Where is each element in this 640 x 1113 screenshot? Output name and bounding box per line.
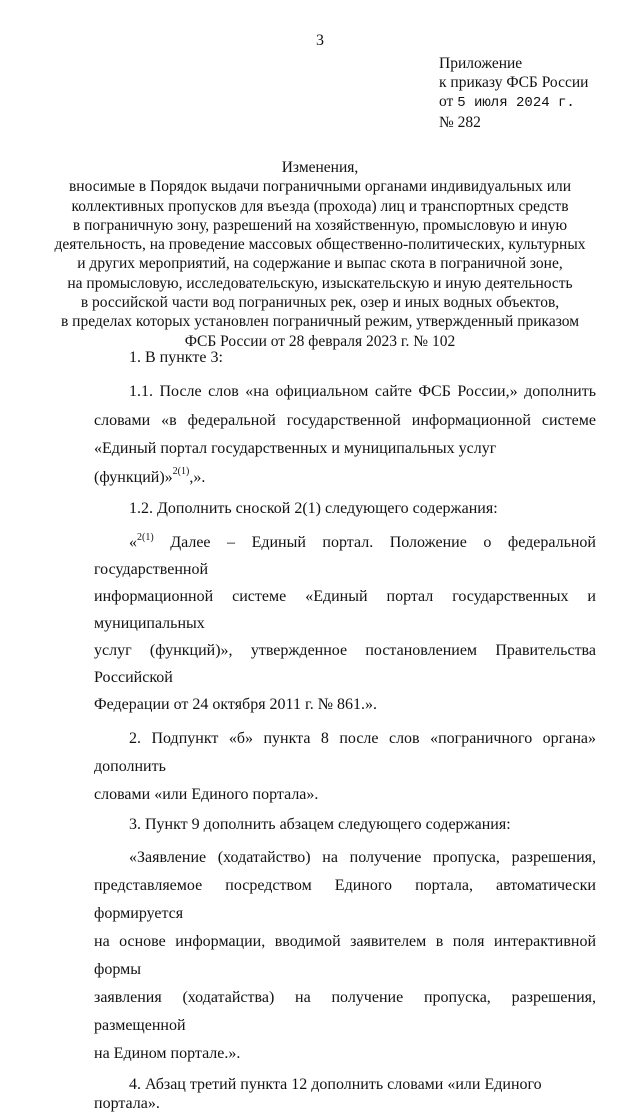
paragraph-footnote bbox=[94, 529, 596, 718]
title-line: в пределах которых установлен пограничный режим, утвержденный приказом bbox=[60, 313, 580, 331]
title-line: коллективных пропусков для въезда (прохода) лиц и транспортных средств bbox=[71, 197, 569, 215]
appendix-line: к приказу ФСБ России bbox=[439, 74, 589, 91]
appendix-header bbox=[439, 54, 588, 132]
document-title bbox=[0, 158, 640, 351]
appendix-line: Приложение bbox=[439, 55, 523, 72]
paragraph-item-3: 3. Пункт 9 дополнить абзацем следующего содержания: bbox=[129, 816, 511, 833]
text-line: Федерации от 24 октября 2011 г. № 861.». bbox=[94, 696, 377, 713]
text-line: заявления (ходатайства) на получение пропуска, разрешения, размещенной bbox=[94, 989, 596, 1034]
title-heading: Изменения, bbox=[281, 159, 359, 176]
text-line: 2. Подпункт «б» пункта 8 после слов «пограничного органа» дополнить bbox=[94, 730, 596, 775]
appendix-order-number: № 282 bbox=[439, 114, 481, 131]
text-segment: «Единый портал государственных и муниципальных услуг (функций)» bbox=[94, 440, 497, 486]
title-line: в пограничную зону, разрешений на хозяйственную, промысловую и иную bbox=[72, 216, 568, 234]
text-line: словами «в федеральной государственной информационной системе bbox=[94, 411, 596, 429]
text-line: словами «или Единого портала». bbox=[94, 786, 319, 803]
quote-open: « bbox=[129, 534, 137, 551]
appendix-date-line bbox=[439, 92, 588, 113]
text-line: информационной системе «Единый портал государственных и муниципальных bbox=[94, 588, 596, 632]
text-line: 1.1. После слов «на официальном сайте ФСБ России,» дополнить bbox=[129, 383, 596, 400]
text-line: услуг (функций)», утвержденное постановлением Правительства Российской bbox=[94, 642, 596, 686]
title-line: ФСБ России от 28 февраля 2023 г. № 102 bbox=[184, 332, 456, 350]
title-line: деятельность, на проведение массовых общественно-политических, культурных bbox=[54, 236, 586, 254]
title-line: в российской части вод пограничных рек, озер и иных водных объектов, bbox=[80, 294, 560, 312]
text-line bbox=[94, 529, 596, 583]
title-line: на промысловую, исследовательскую, изыскательскую и иную деятельность bbox=[67, 274, 573, 292]
text-line: «Заявление (ходатайство) на получение пропуска, разрешения, bbox=[129, 849, 596, 866]
title-line: и других мероприятий, на содержание и выпас скота в пограничной зоне, bbox=[77, 255, 563, 273]
paragraph-item-1-2: 1.2. Дополнить сноской 2(1) следующего содержания: bbox=[129, 500, 498, 517]
text-segment: Далее – Единый портал. Положение о федеральной государственной bbox=[94, 534, 596, 578]
text-line: представляемое посредством Единого портала, автоматически формируется bbox=[94, 877, 596, 922]
paragraph-item-1: 1. В пункте 3: bbox=[129, 349, 223, 366]
text-line: на Едином портале.». bbox=[94, 1045, 241, 1062]
text-segment: ,». bbox=[189, 468, 206, 486]
appendix-date-prefix: от bbox=[439, 93, 458, 110]
paragraph-quote-item-3 bbox=[94, 844, 596, 1068]
paragraph-item-2 bbox=[94, 725, 596, 809]
text-line bbox=[94, 435, 596, 492]
footnote-mark: 2(1) bbox=[137, 531, 154, 543]
document-body bbox=[94, 348, 596, 1113]
title-line: вносимые в Порядок выдачи пограничными органами индивидуальных или bbox=[68, 178, 572, 196]
paragraph-item-1-1 bbox=[94, 378, 596, 492]
footnote-ref: 2(1) bbox=[172, 466, 190, 478]
appendix-date: 5 июля 2024 г. bbox=[457, 95, 575, 111]
page-number: 3 bbox=[316, 32, 324, 49]
text-line: на основе информации, вводимой заявителем в поля интерактивной формы bbox=[94, 933, 596, 978]
paragraph-item-4: 4. Абзац третий пункта 12 дополнить словами «или Единого портала». bbox=[94, 1076, 542, 1112]
